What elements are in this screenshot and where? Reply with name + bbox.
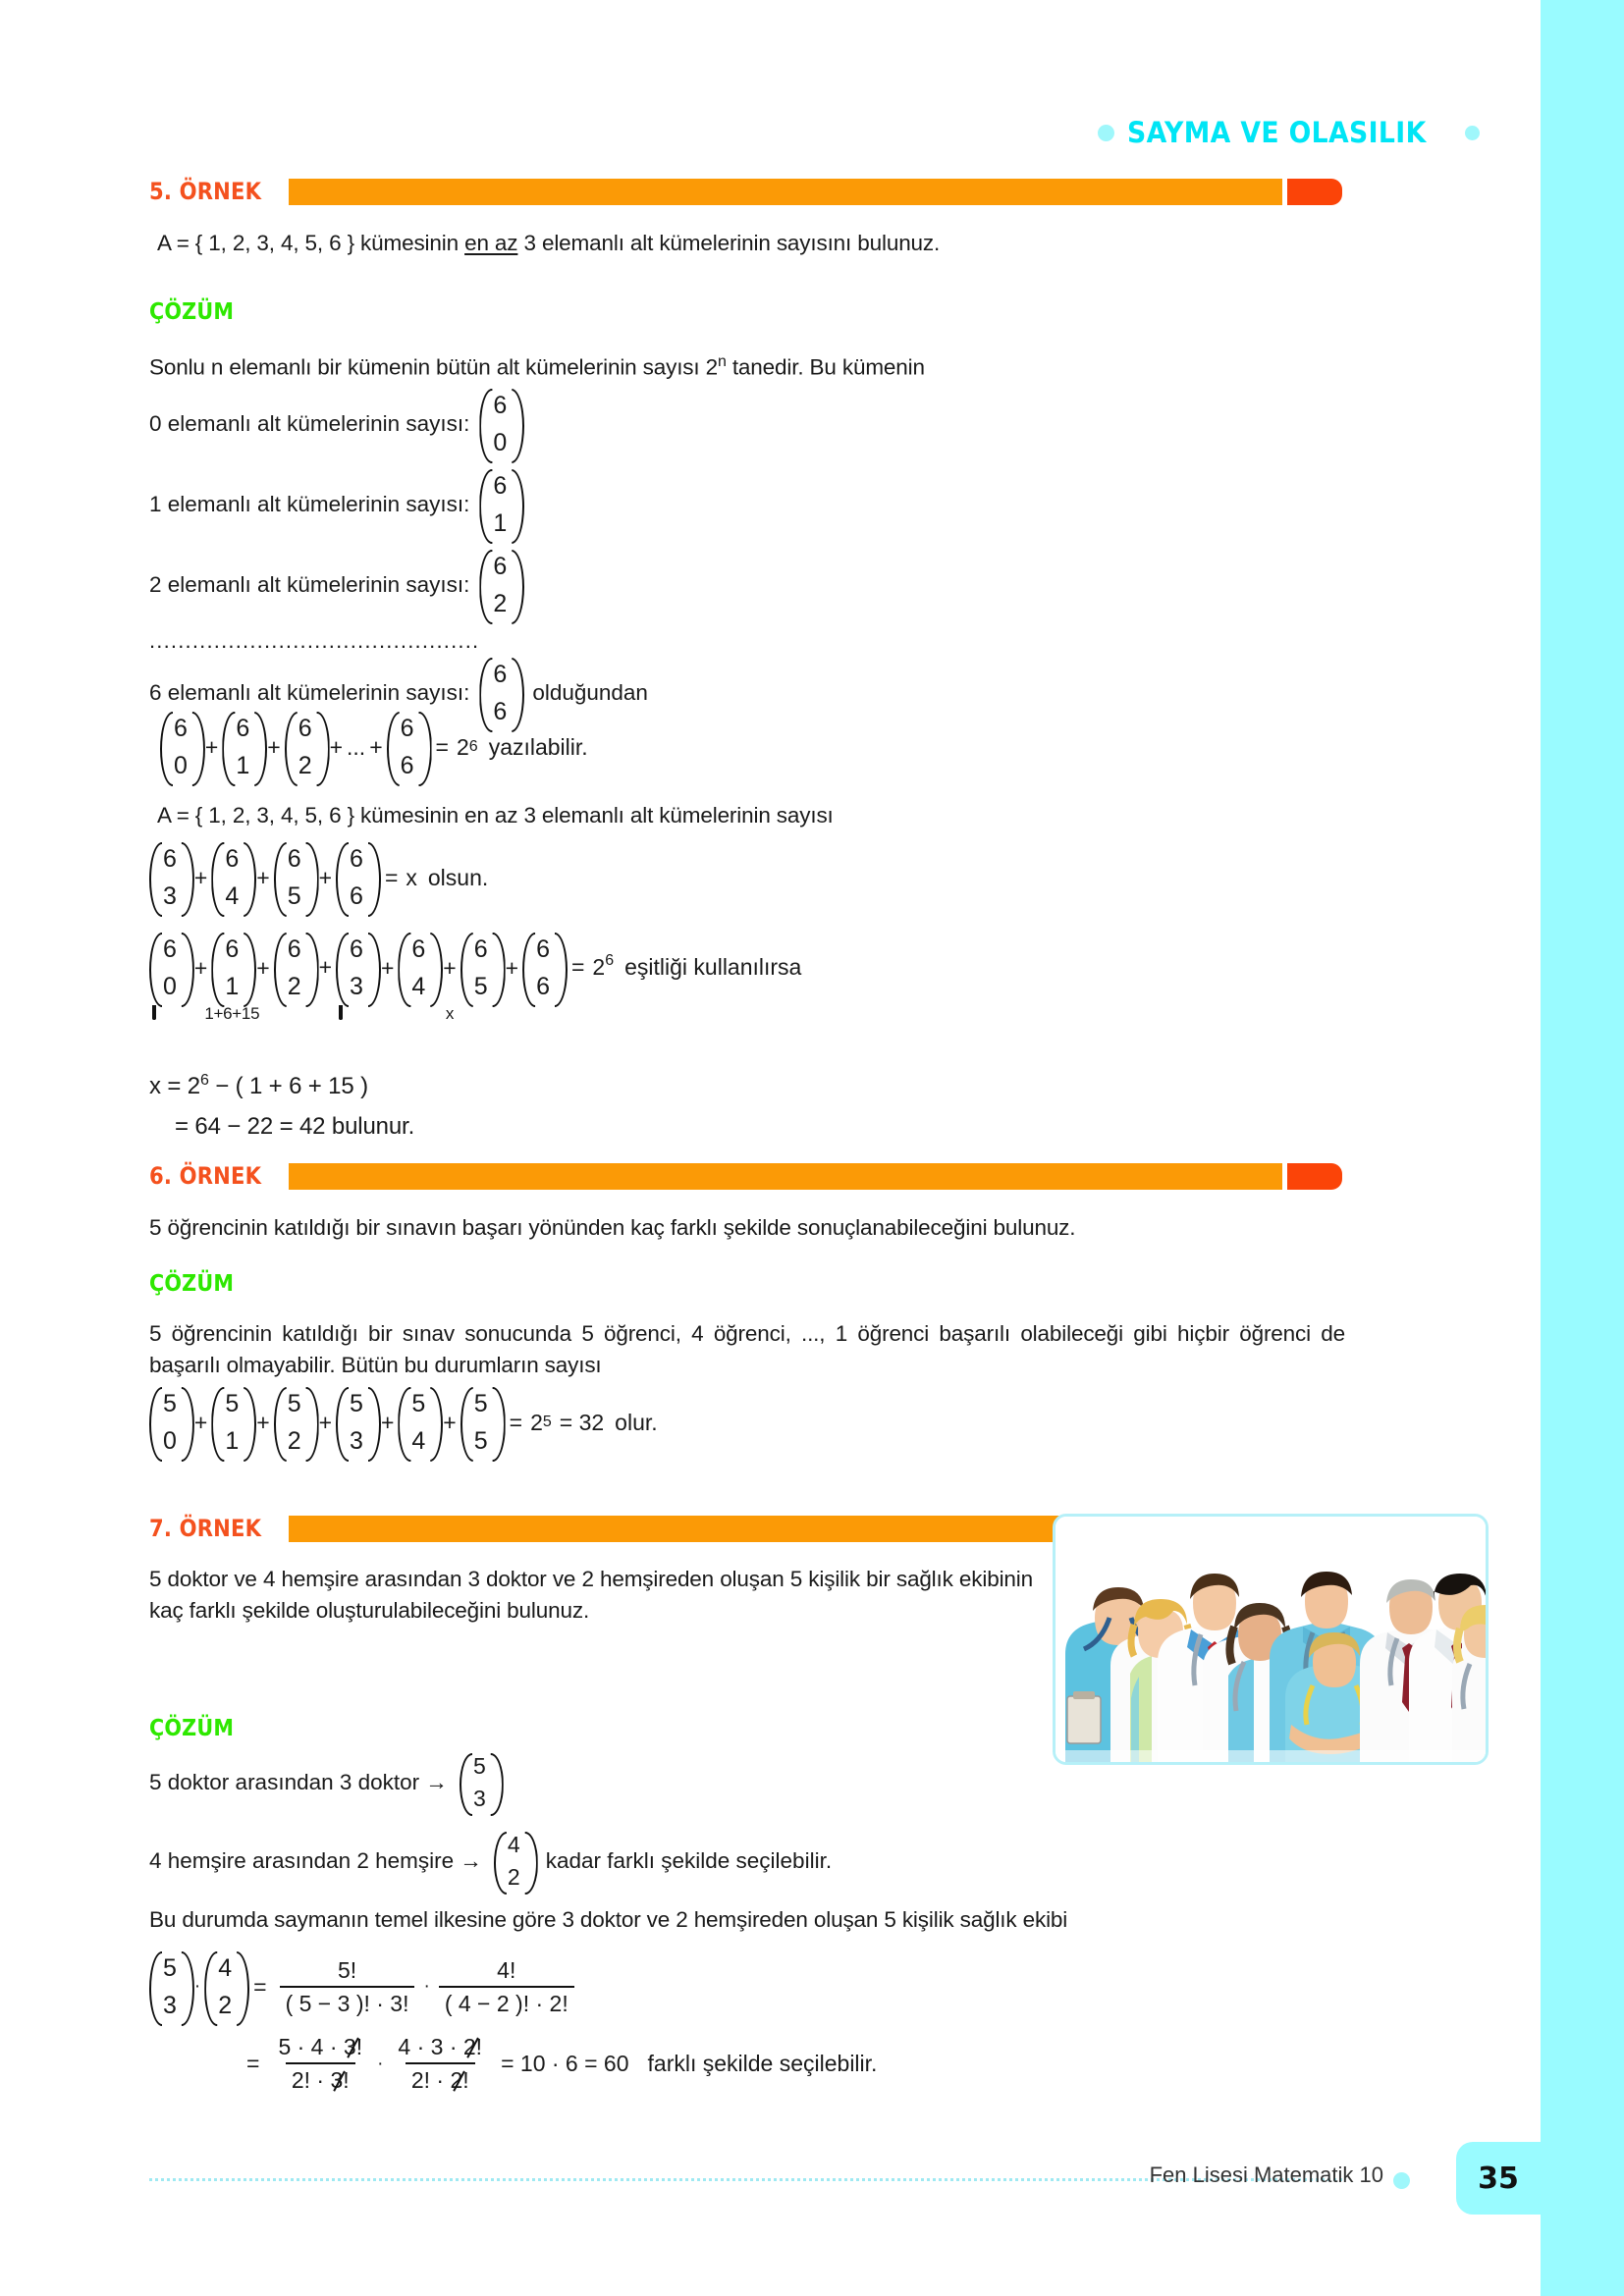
cancelled-term: 3! (330, 2067, 350, 2093)
cancelled-term: 2! (450, 2067, 469, 2093)
example-5-line2 (157, 800, 1345, 831)
binomial-6-1: 6 1 (211, 933, 252, 1003)
equals-sign: = (509, 1409, 523, 1435)
solution-label-5: ÇÖZÜM (149, 299, 235, 325)
line1-post: tanedir. Bu kümenin (726, 354, 925, 380)
binomial-6-6: 6 6 (336, 842, 377, 913)
binom-bottom: 2 (493, 589, 508, 617)
equals-sign: = (384, 864, 399, 890)
equals-sign: = (570, 954, 585, 980)
binomial-6-0: 6 0 (149, 933, 190, 1003)
solution-label-7: ÇÖZÜM (149, 1716, 235, 1741)
doctor-selection-row (149, 1753, 500, 1812)
fraction-4-factorial (439, 1957, 574, 2017)
subset-row-1 (149, 469, 520, 540)
result-pre: x = 2 (149, 1073, 200, 1099)
binom-top: 6 (493, 660, 508, 688)
example-5-header (149, 178, 1342, 205)
vertical-ellipsis-row: .............................................. (149, 628, 480, 653)
nurse-row-tail: kadar farklı şekilde seçilebilir. (545, 1848, 833, 1873)
example-6-label: 6. ÖRNEK (149, 1162, 262, 1190)
paren-right (510, 469, 520, 540)
binomial-5-4: 5 4 (398, 1387, 439, 1458)
eq-tail: farklı şekilde seçilebilir. (647, 2051, 878, 2076)
example-7-question (149, 1564, 1033, 1627)
denominator: 2! · 3! (286, 2062, 355, 2094)
example-bar (289, 1163, 1282, 1190)
binomial-6-0 (479, 389, 520, 459)
fraction-expanded-2 (392, 2034, 488, 2094)
binomial-5-3: 5 3 (336, 1387, 377, 1458)
example-bar-cap (1287, 1163, 1342, 1190)
equals-result: = 10 · 6 = 60 (501, 2051, 629, 2076)
result-post: − ( 1 + 6 + 15 ) (208, 1073, 368, 1099)
eq-tail: olur. (615, 1409, 658, 1435)
page-edge-strip (1541, 0, 1624, 2296)
example-bar-cap (1287, 179, 1342, 205)
binomial-4-2: 4 2 (204, 1951, 245, 2022)
example-5-question (157, 228, 1345, 259)
numerator: 4 · 3 · 2! (398, 2034, 483, 2059)
numerator: 5 · 4 · 3! (278, 2034, 363, 2059)
final-equation-2 (239, 2034, 877, 2094)
rhs-exponent: 5 (542, 1414, 552, 1430)
binomial-6-5: 6 5 (460, 933, 502, 1003)
subset-row-1-text: 1 elemanlı alt kümelerinin sayısı: (149, 492, 470, 516)
equation-x-definition: 6 3 + 6 4 + 6 5 + 6 6 = x olsun. (149, 842, 488, 913)
bullet-dot-icon (1098, 125, 1114, 141)
binomial-6-1 (479, 469, 520, 540)
p7-text: Bu durumda saymanın temel ilkesine göre 3 doktor ve 2 hemşireden oluşan 5 kişilik sağlık ekibi (149, 1907, 1068, 1932)
nurse-selection-row (149, 1832, 832, 1891)
example-bar (289, 179, 1282, 205)
binomial-5-5: 5 5 (460, 1387, 502, 1458)
cancelled-term: 2! (462, 2034, 483, 2059)
multiply-dot: · (193, 1976, 201, 1997)
paren-left (479, 469, 490, 540)
doctor-row-text: 5 doktor arasından 3 doktor → (149, 1770, 448, 1794)
underbrace-group-2: 6 3 + 6 4 + 6 5 + 6 6 x (336, 933, 564, 1024)
page-number: 35 (1478, 2161, 1519, 2196)
equation-sum-all: 6 0 + 6 1 + 6 2 + ... + 6 6 = 2 6 yazılabilir. (160, 712, 588, 782)
equals-result: = 32 (559, 1409, 605, 1435)
nurse-row-text: 4 hemşire arasından 2 hemşire → (149, 1848, 482, 1873)
p6-text: 5 öğrencinin katıldığı bir sınav sonucunda 5 öğrenci, 4 öğrenci, ..., 1 öğrenci başarılı olabileceği gibi hiçbir öğrenci de başarılı olmayabilir. Bütün bu durumların sayısı (149, 1321, 1345, 1377)
paren-right (510, 550, 520, 620)
subset-row-6-text: 6 elemanlı alt kümelerinin sayısı: (149, 680, 470, 705)
binomial-5-3: 5 3 (460, 1753, 500, 1812)
result-exponent: 6 (199, 1072, 209, 1089)
subset-row-6-after: olduğundan (532, 680, 648, 705)
rhs-exponent: 6 (605, 952, 615, 969)
binom-bottom: 0 (493, 428, 508, 456)
final-equation-1 (149, 1951, 579, 2022)
line1-text: Sonlu n elemanlı bir kümenin bütün alt kümelerinin sayısı 2 (149, 354, 718, 380)
example-5-line1 (149, 351, 1342, 383)
q7-text: 5 doktor ve 4 hemşire arasından 3 doktor ve 2 hemşireden oluşan 5 kişilik bir sağlık ekibinin kaç farklı şekilde oluşturulabileceğini bulunuz. (149, 1567, 1033, 1623)
example-5-label: 5. ÖRNEK (149, 178, 262, 205)
cancelled-term: 3! (343, 2034, 363, 2059)
q5-underline: en az (464, 231, 518, 255)
subset-row-0-text: 0 elemanlı alt kümelerinin sayısı: (149, 411, 470, 436)
binomial-6-3: 6 3 (336, 933, 377, 1003)
result-text: = 64 − 22 = 42 bulunur. (175, 1113, 415, 1140)
result-line-2 (175, 1110, 414, 1144)
equals-sign: = (253, 1973, 267, 2000)
running-head (1098, 116, 1480, 149)
binom-bottom: 1 (493, 508, 508, 537)
rhs-exponent: 6 (468, 738, 478, 755)
binomial-6-4: 6 4 (398, 933, 439, 1003)
binomial-5-1: 5 1 (211, 1387, 252, 1458)
subset-row-2-text: 2 elemanlı alt kümelerinin sayısı: (149, 572, 470, 597)
binom-top: 6 (493, 552, 508, 580)
numerator: 5! (337, 1956, 357, 1983)
eq-tail: olsun. (427, 864, 489, 890)
underbrace-1-label: 1+6+15 (204, 1004, 260, 1023)
equals-sign: = (435, 733, 449, 760)
equals-sign: = (246, 2051, 260, 2076)
binomial-6-4: 6 4 (211, 842, 252, 913)
eq-tail: yazılabilir. (488, 733, 588, 760)
example-6-question (149, 1212, 1342, 1244)
binomial-5-3: 5 3 (149, 1951, 190, 2022)
binomial-6-3: 6 3 (149, 842, 190, 913)
fraction-5-factorial (280, 1957, 415, 2017)
equation-with-underbraces: 6 0 + 6 1 + 6 2 1+6+15 + 6 3 + 6 4 + 6 5 + 6 6 x = 2 $^6$ eşitliği kullanılırsa (149, 933, 801, 1024)
binomial-5-0: 5 0 (149, 1387, 190, 1458)
binomial-6-2: 6 2 (285, 712, 326, 782)
medical-team-photo (1053, 1514, 1489, 1765)
q5-post: 3 elemanlı alt kümelerinin sayısını bulunuz. (517, 231, 941, 255)
subset-row-2 (149, 550, 520, 620)
equation-sum-5: 5 0 + 5 1 + 5 2 + 5 3 + 5 4 + 5 5 = 2 5 = 32 olur. (149, 1387, 658, 1458)
binom-top: 6 (493, 391, 508, 419)
line2-text: A = { 1, 2, 3, 4, 5, 6 } kümesinin en az 3 elemanlı alt kümelerinin sayısı (157, 803, 834, 828)
rhs-base: 2 (530, 1409, 543, 1435)
binom-top: 6 (493, 471, 508, 500)
underbrace-group-1: 6 0 + 6 1 + 6 2 1+6+15 (149, 933, 315, 1024)
denominator: 2! · 2! (406, 2062, 475, 2094)
denominator: ( 5 − 3 )! · 3! (280, 1986, 415, 2017)
numerator: 4! (497, 1956, 516, 1983)
q5-pre: A = { 1, 2, 3, 4, 5, 6 } kümesinin (157, 231, 465, 255)
binomial-4-2: 4 2 (494, 1832, 534, 1891)
example-6-paragraph (149, 1318, 1345, 1381)
line1-superscript: n (717, 353, 727, 370)
medical-team-illustration (1056, 1517, 1486, 1762)
binomial-5-2: 5 2 (274, 1387, 315, 1458)
rhs-base: 2 (456, 733, 469, 760)
paren-left (479, 550, 490, 620)
binomial-6-2 (479, 550, 520, 620)
binomial-6-6: 6 6 (522, 933, 564, 1003)
paren-right (510, 389, 520, 459)
eq-dots: ... (347, 733, 366, 760)
binom-bottom: 6 (493, 697, 508, 725)
x-variable: x (406, 864, 417, 890)
running-head-title: SAYMA VE OLASILIK (1126, 116, 1427, 149)
example-6-header (149, 1162, 1342, 1190)
result-line-1 (149, 1070, 368, 1103)
q6-text: 5 öğrencinin katıldığı bir sınavın başarı yönünden kaç farklı şekilde sonuçlanabileceğini bulunuz. (149, 1215, 1076, 1240)
fraction-expanded-1 (272, 2034, 368, 2094)
binomial-6-6: 6 6 (387, 712, 428, 782)
rhs-base: 2 (592, 954, 606, 980)
binomial-6-5: 6 5 (274, 842, 315, 913)
binomial-6-0: 6 0 (160, 712, 201, 782)
binomial-6-2: 6 2 (274, 933, 315, 1003)
eq-tail: eşitliği kullanılırsa (624, 954, 802, 980)
footer-bullet-icon (1393, 2172, 1410, 2189)
multiply-dot: · (377, 2053, 384, 2074)
subset-row-0 (149, 389, 520, 459)
denominator: ( 4 − 2 )! · 2! (439, 1986, 574, 2017)
footer-book-title: Fen Lisesi Matematik 10 (1149, 2163, 1383, 2187)
solution-label-6: ÇÖZÜM (149, 1271, 235, 1297)
paren-left (479, 389, 490, 459)
binomial-6-1: 6 1 (222, 712, 263, 782)
page-number-tab (1456, 2142, 1541, 2215)
underbrace-2-label: x (445, 1004, 455, 1023)
example-7-paragraph (149, 1904, 1342, 1936)
multiply-dot-2: · (423, 1976, 430, 1997)
bullet-dot-icon-2 (1465, 126, 1480, 140)
example-7-label: 7. ÖRNEK (149, 1515, 262, 1542)
